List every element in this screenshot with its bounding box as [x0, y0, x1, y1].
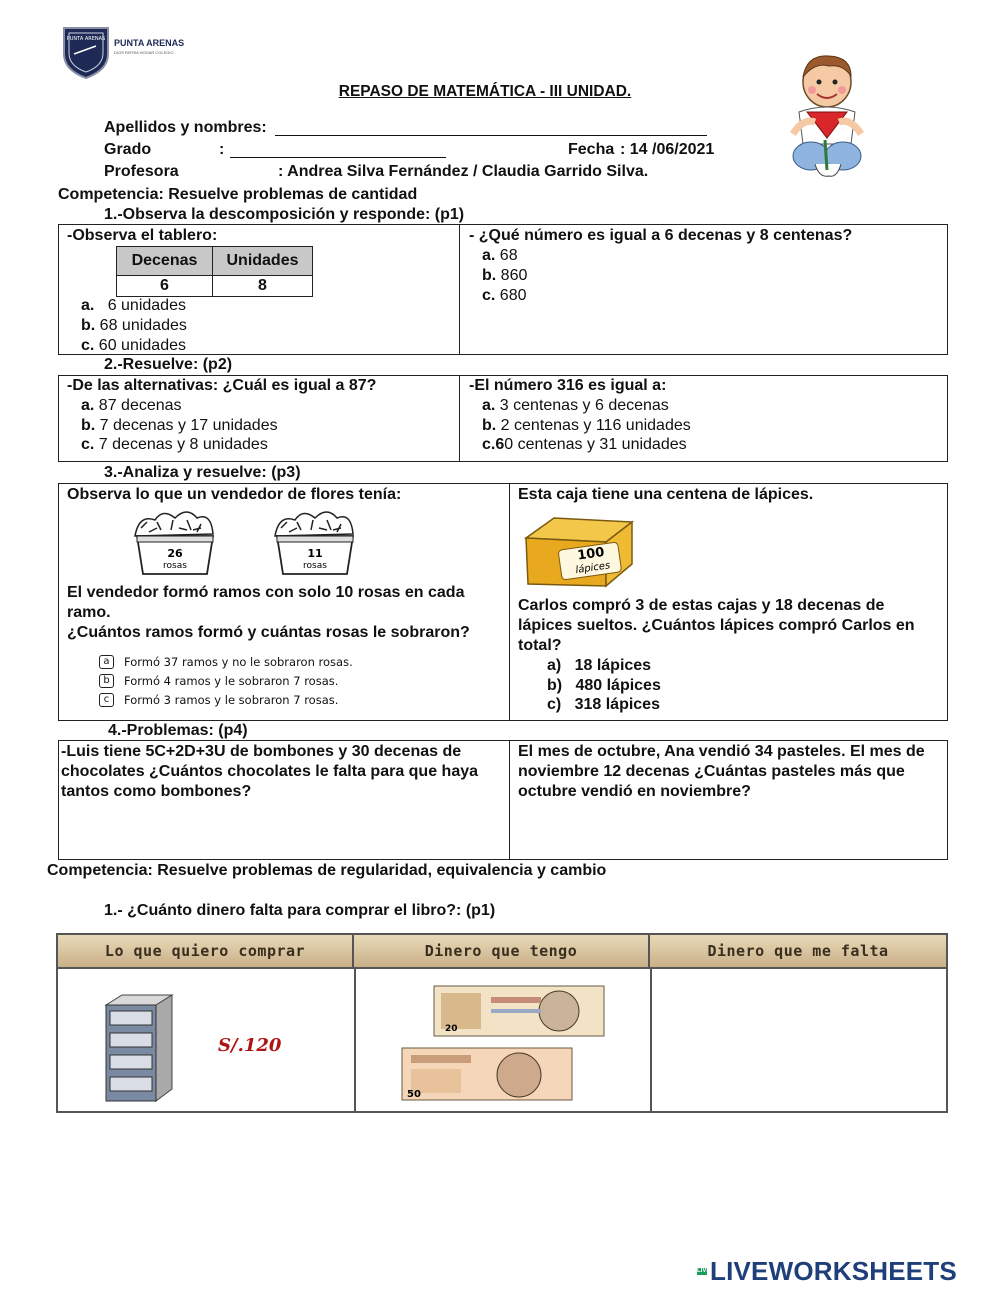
date-label: Fecha [568, 141, 615, 158]
flower-pot-1 [135, 512, 213, 574]
section-3-box [58, 483, 948, 721]
book-icon [102, 993, 174, 1103]
s3-left-option-a[interactable]: a Formó 37 ramos y no le sobraron rosas. [99, 652, 353, 671]
boy-illustration [785, 52, 865, 182]
section-3-title: 3.-Analiza y resuelve: (p3) [104, 464, 301, 481]
grade-colon: : [219, 141, 225, 158]
s3-right-heading: Esta caja tiene una centena de lápices. [518, 486, 814, 503]
section-2-title: 2.-Resuelve: (p2) [104, 356, 233, 373]
box-word: lápices [574, 560, 611, 577]
decenas-header: Decenas [117, 247, 213, 276]
section-4-box [58, 740, 948, 860]
box-number: 100 [576, 544, 606, 564]
s3-left-option-b[interactable]: b Formó 4 ramos y le sobraron 7 rosas. [99, 671, 353, 690]
pot-2-word: rosas [303, 561, 327, 571]
section-1-box [58, 224, 948, 355]
s3-left-heading: Observa lo que un vendedor de flores tenía: [67, 486, 402, 503]
grade-label: Grado [104, 141, 152, 158]
pencil-box-image [520, 512, 640, 592]
brand-side-letters: LIVE [697, 1267, 711, 1274]
unidades-header: Unidades [213, 247, 313, 276]
school-tagline: DIOS PATRIA HOGAR COLEGIO [114, 50, 174, 55]
name-field-row [104, 119, 267, 137]
date-value: : 14 /06/2021 [620, 141, 715, 158]
s1-left-option-b[interactable]: b. 68 unidades [81, 317, 187, 334]
shield-icon [58, 24, 114, 80]
section-2-box [58, 375, 948, 462]
shield-text: PUNTA ARENAS [66, 36, 106, 42]
school-logo [58, 24, 190, 80]
s2-right-option-c[interactable]: c.60 centenas y 31 unidades [482, 436, 687, 453]
s2-left-option-c[interactable]: c. 7 decenas y 8 unidades [81, 436, 268, 453]
s1-left-option-a[interactable]: a. 6 unidades [81, 297, 186, 314]
money-table [56, 933, 948, 1113]
pot-1-number: 26 [167, 547, 183, 560]
s3-right-question: Carlos compró 3 de estas cajas y 18 decenas de lápices sueltos. ¿Cuántos lápices compró Carlos en total? [518, 597, 915, 654]
s3-left-question: El vendedor formó ramos con solo 10 rosas en cada ramo. [67, 584, 465, 621]
section-5-title: 1.- ¿Cuánto dinero falta para comprar el libro?: (p1) [104, 902, 496, 919]
s1-right-option-b[interactable]: b. 860 [482, 267, 528, 284]
s2-left-heading: -De las alternativas: ¿Cuál es igual a 87? [67, 377, 377, 394]
money-header-3: Dinero que me falta [650, 935, 946, 969]
money-header-2: Dinero que tengo [354, 935, 650, 969]
teacher-label: Profesora [104, 163, 179, 180]
teacher-value: : Andrea Silva Fernández / Claudia Garrido Silva. [278, 163, 649, 180]
s3-right-option-a[interactable]: a) 18 lápices [547, 657, 652, 674]
s2-left-option-a[interactable]: a. 87 decenas [81, 397, 182, 414]
unidades-value: 8 [213, 276, 313, 297]
missing-money-answer-area[interactable] [652, 971, 944, 1111]
s1-left-heading: -Observa el tablero: [67, 227, 218, 244]
s1-left-option-c[interactable]: c. 60 unidades [81, 337, 186, 354]
competence-heading-2: Competencia: Resuelve problemas de regularidad, equivalencia y cambio [47, 862, 607, 879]
section-4-title: 4.-Problemas: (p4) [108, 722, 248, 739]
page-title: REPASO DE MATEMÁTICA - III UNIDAD. [338, 83, 632, 100]
liveworksheets-logo [697, 1256, 957, 1286]
brand-name: LIVEWORKSHEETS [710, 1255, 957, 1286]
s3-left-question-2: ¿Cuántos ramos formó y cuántas rosas le sobraron? [67, 624, 470, 641]
s2-right-option-a[interactable]: a. 3 centenas y 6 decenas [482, 397, 669, 414]
name-blank-line[interactable] [275, 135, 707, 136]
note-2-value: 50 [407, 1089, 421, 1100]
s2-right-heading: -El número 316 es igual a: [469, 377, 667, 394]
place-value-table [116, 246, 313, 297]
banknote-20-image [433, 985, 605, 1037]
note-1-value: 20 [445, 1024, 458, 1034]
pot-1-word: rosas [163, 561, 187, 571]
s4-right-problem: El mes de octubre, Ana vendió 34 pasteles. El mes de noviembre 12 decenas ¿Cuántas pasteles más que octubre vendió en noviembre? [518, 743, 925, 800]
grade-blank-line[interactable] [230, 157, 446, 158]
money-header-1: Lo que quiero comprar [58, 935, 354, 969]
s1-right-option-a[interactable]: a. 68 [482, 247, 518, 264]
competence-heading-1: Competencia: Resuelve problemas de cantidad [58, 186, 418, 203]
s3-right-option-b[interactable]: b) 480 lápices [547, 677, 661, 694]
s3-left-option-c[interactable]: c Formó 3 ramos y le sobraron 7 rosas. [99, 690, 353, 709]
s1-right-option-c[interactable]: c. 680 [482, 287, 527, 304]
s2-left-option-b[interactable]: b. 7 decenas y 17 unidades [81, 417, 278, 434]
section-1-title: 1.-Observa la descomposición y responde: (p1) [104, 206, 465, 223]
banknote-50-image [401, 1047, 573, 1101]
s4-left-problem: -Luis tiene 5C+2D+3U de bombones y 30 decenas de chocolates ¿Cuántos chocolates le falta para que haya tantos como bombones? [61, 743, 479, 800]
decenas-value: 6 [117, 276, 213, 297]
school-name: PUNTA ARENAS [114, 38, 185, 48]
s2-right-option-b[interactable]: b. 2 centenas y 116 unidades [482, 417, 691, 434]
flower-pots-image [129, 506, 359, 582]
book-price: S/.120 [218, 1035, 282, 1056]
flower-pot-2 [275, 512, 353, 574]
name-label: Apellidos y nombres: [104, 119, 267, 136]
pot-2-number: 11 [307, 547, 323, 560]
s1-right-heading: - ¿Qué número es igual a 6 decenas y 8 centenas? [469, 227, 853, 244]
s3-right-option-c[interactable]: c) 318 lápices [547, 696, 660, 713]
